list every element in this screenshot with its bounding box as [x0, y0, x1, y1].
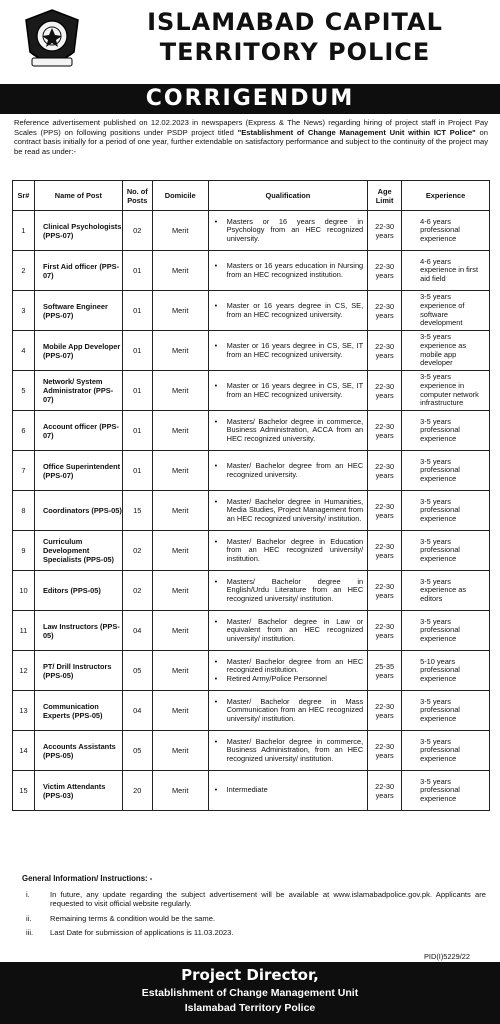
- cell-sr: 14: [13, 731, 35, 771]
- cell-age-limit: 22-30 years: [368, 411, 402, 451]
- cell-qualification: [208, 411, 368, 451]
- header-name: Name of Post: [34, 181, 122, 211]
- cell-experience: 3-5 years professional experience: [402, 411, 490, 451]
- qualification-list: [213, 498, 364, 524]
- footer-line-3: Islamabad Territory Police: [184, 1002, 316, 1014]
- cell-domicile: Merit: [152, 571, 208, 611]
- cell-post-name: Victim Attendants (PPS-03): [34, 771, 122, 811]
- cell-domicile: Merit: [152, 611, 208, 651]
- table-row: [13, 331, 490, 371]
- cell-posts: 02: [122, 211, 152, 251]
- qualification-list: [213, 342, 364, 359]
- cell-experience: 3-5 years experience as editors: [402, 571, 490, 611]
- cell-post-name: Software Engineer (PPS-07): [34, 291, 122, 331]
- cell-qualification: [208, 651, 368, 691]
- cell-sr: 10: [13, 571, 35, 611]
- qualification-list: [213, 418, 364, 444]
- cell-post-name: Editors (PPS-05): [34, 571, 122, 611]
- cell-experience: 3-5 years professional experience: [402, 691, 490, 731]
- cell-post-name: Mobile App Developer (PPS-07): [34, 331, 122, 371]
- cell-experience: 4-6 years professional experience: [402, 211, 490, 251]
- cell-experience: 3-5 years experience in computer network infrastructure: [402, 371, 490, 411]
- cell-sr: 6: [13, 411, 35, 451]
- cell-posts: 01: [122, 331, 152, 371]
- cell-experience: 3-5 years professional experience: [402, 731, 490, 771]
- table-row: [13, 371, 490, 411]
- cell-post-name: Accounts Assistants (PPS-05): [34, 731, 122, 771]
- cell-age-limit: 22-30 years: [368, 251, 402, 291]
- table-row: [13, 731, 490, 771]
- cell-qualification: [208, 211, 368, 251]
- cell-age-limit: 22-30 years: [368, 451, 402, 491]
- cell-posts: 01: [122, 291, 152, 331]
- instruction-item: [26, 890, 486, 909]
- header-qualification: Qualification: [208, 181, 368, 211]
- cell-qualification: [208, 491, 368, 531]
- instruction-text: In future, any update regarding the subject advertisement will be available at www.islamabadpolice.gov.pk. Applicants are requested to visit official website regularly.: [50, 890, 486, 909]
- cell-domicile: Merit: [152, 291, 208, 331]
- qualification-list: [213, 618, 364, 644]
- table-row: [13, 691, 490, 731]
- qualification-item: • Master/ Bachelor degree from an HEC recognized institution.: [213, 658, 364, 675]
- cell-sr: 8: [13, 491, 35, 531]
- table-row: [13, 251, 490, 291]
- cell-age-limit: 22-30 years: [368, 731, 402, 771]
- header-experience: Experience: [402, 181, 490, 211]
- cell-posts: 01: [122, 451, 152, 491]
- table-body: [13, 211, 490, 811]
- cell-post-name: PT/ Drill Instructors (PPS-05): [34, 651, 122, 691]
- cell-domicile: Merit: [152, 411, 208, 451]
- qualification-item: • Master/ Bachelor degree in Education from an HEC recognized university/ institution.: [213, 538, 364, 564]
- cell-domicile: Merit: [152, 731, 208, 771]
- cell-age-limit: 22-30 years: [368, 331, 402, 371]
- cell-age-limit: 22-30 years: [368, 371, 402, 411]
- cell-posts: 05: [122, 651, 152, 691]
- cell-post-name: Coordinators (PPS-05): [34, 491, 122, 531]
- cell-sr: 1: [13, 211, 35, 251]
- intro-part-2: on contract basis initially for a period of one year, further extendable on satisfactory performance and subject to the continuity of the project may be read as under:-: [14, 127, 488, 156]
- table-row: [13, 571, 490, 611]
- cell-domicile: Merit: [152, 251, 208, 291]
- cell-domicile: Merit: [152, 371, 208, 411]
- cell-sr: 13: [13, 691, 35, 731]
- cell-qualification: [208, 291, 368, 331]
- qualification-list: [213, 382, 364, 399]
- qualification-item: • Master/ Bachelor degree in Mass Communication from an HEC recognized university/ institution.: [213, 698, 364, 724]
- cell-posts: 02: [122, 531, 152, 571]
- cell-post-name: Office Superintendent (PPS-07): [34, 451, 122, 491]
- cell-qualification: [208, 571, 368, 611]
- cell-experience: 3-5 years professional experience: [402, 771, 490, 811]
- qualification-item: • Master/ Bachelor degree in Humanities, Media Studies, Project Management from an HEC recognized university/ institution.: [213, 498, 364, 524]
- table-row: [13, 651, 490, 691]
- qualification-item: • Masters/ Bachelor degree in commerce, Business Administration, ACCA from an HEC recognized university.: [213, 418, 364, 444]
- cell-qualification: [208, 251, 368, 291]
- cell-post-name: Clinical Psychologists (PPS-07): [34, 211, 122, 251]
- cell-post-name: Curriculum Development Specialists (PPS-05): [34, 531, 122, 571]
- cell-qualification: [208, 331, 368, 371]
- footer-line-2: Establishment of Change Management Unit: [141, 987, 359, 999]
- instruction-text: Last Date for submission of applications is 11.03.2023.: [50, 928, 234, 938]
- cell-qualification: [208, 451, 368, 491]
- cell-age-limit: 22-30 years: [368, 531, 402, 571]
- cell-experience: 3-5 years professional experience: [402, 491, 490, 531]
- table-row: [13, 211, 490, 251]
- cell-qualification: [208, 371, 368, 411]
- qualification-item: • Retired Army/Police Personnel: [213, 675, 364, 684]
- cell-sr: 2: [13, 251, 35, 291]
- cell-domicile: Merit: [152, 331, 208, 371]
- header: [0, 0, 500, 80]
- cell-experience: 5-10 years professional experience: [402, 651, 490, 691]
- cell-experience: 3-5 years experience as mobile app developer: [402, 331, 490, 371]
- table-header-row: [13, 181, 490, 211]
- footer-line-1: Project Director,: [181, 966, 319, 984]
- title-line-1: ISLAMABAD CAPITAL: [147, 8, 443, 36]
- cell-domicile: Merit: [152, 211, 208, 251]
- cell-experience: 3-5 years experience of software development: [402, 291, 490, 331]
- qualification-item: • Intermediate: [213, 786, 364, 795]
- cell-domicile: Merit: [152, 451, 208, 491]
- qualification-list: [213, 738, 364, 764]
- table-row: [13, 491, 490, 531]
- qualification-item: • Master/ Bachelor degree in commerce, Business Administration, from an HEC recognized university/ institution.: [213, 738, 364, 764]
- cell-age-limit: 22-30 years: [368, 571, 402, 611]
- qualification-item: • Masters or 16 years education in Nursing from an HEC recognized institution.: [213, 262, 364, 279]
- cell-age-limit: 22-30 years: [368, 691, 402, 731]
- positions-table: [12, 180, 490, 811]
- cell-qualification: [208, 691, 368, 731]
- cell-sr: 7: [13, 451, 35, 491]
- footer-signature: [0, 962, 500, 1024]
- cell-experience: 3-5 years professional experience: [402, 451, 490, 491]
- intro-part-1: Reference advertisement published on 12.02.2023 in newspapers (Express & The News) regarding hiring of project staff in Project Pay Scales (PPS) on following positions under PSDP project titled: [14, 118, 488, 137]
- cell-age-limit: 25-35 years: [368, 651, 402, 691]
- cell-experience: 3-5 years professional experience: [402, 531, 490, 571]
- cell-age-limit: 22-30 years: [368, 611, 402, 651]
- header-sr: Sr#: [13, 181, 35, 211]
- cell-sr: 4: [13, 331, 35, 371]
- cell-posts: 01: [122, 251, 152, 291]
- header-posts: No. of Posts: [122, 181, 152, 211]
- cell-post-name: First Aid officer (PPS-07): [34, 251, 122, 291]
- header-age: Age Limit: [368, 181, 402, 211]
- cell-sr: 3: [13, 291, 35, 331]
- cell-posts: 05: [122, 731, 152, 771]
- cell-posts: 04: [122, 611, 152, 651]
- pid-number: PID(I)5229/22: [424, 952, 471, 961]
- cell-qualification: [208, 531, 368, 571]
- instruction-number: i.: [26, 890, 30, 899]
- cell-age-limit: 22-30 years: [368, 771, 402, 811]
- instruction-number: ii.: [26, 913, 32, 923]
- cell-age-limit: 22-30 years: [368, 211, 402, 251]
- table-row: [13, 451, 490, 491]
- cell-domicile: Merit: [152, 651, 208, 691]
- instruction-number: iii.: [26, 928, 34, 938]
- qualification-item: • Master or 16 years degree in CS, SE, IT from an HEC recognized university.: [213, 342, 364, 359]
- qualification-item: • Masters or 16 years degree in Psychology from an HEC recognized university.: [213, 218, 364, 244]
- cell-sr: 5: [13, 371, 35, 411]
- project-title: "Establishment of Change Management Unit within ICT Police": [237, 127, 476, 137]
- qualification-list: [213, 786, 364, 795]
- cell-post-name: Communication Experts (PPS-05): [34, 691, 122, 731]
- qualification-list: [213, 658, 364, 684]
- qualification-item: • Master/ Bachelor degree from an HEC recognized university.: [213, 462, 364, 479]
- cell-sr: 11: [13, 611, 35, 651]
- qualification-list: [213, 218, 364, 244]
- qualification-item: • Master or 16 years degree in CS, SE, from an HEC recognized university.: [213, 302, 364, 319]
- cell-posts: 02: [122, 571, 152, 611]
- general-info-heading: General Information/ Instructions: -: [22, 874, 153, 883]
- table-row: [13, 291, 490, 331]
- cell-experience: 4-6 years experience in first aid field: [402, 251, 490, 291]
- cell-sr: 15: [13, 771, 35, 811]
- qualification-item: • Master or 16 years degree in CS, SE, IT from an HEC recognized university.: [213, 382, 364, 399]
- qualification-item: • Master/ Bachelor degree in Law or equivalent from an HEC recognized university/ institution.: [213, 618, 364, 644]
- cell-posts: 15: [122, 491, 152, 531]
- title-line-2: TERRITORY POLICE: [159, 38, 431, 66]
- instructions-list: [26, 890, 486, 943]
- instruction-item: [26, 928, 486, 937]
- cell-posts: 01: [122, 371, 152, 411]
- cell-posts: 20: [122, 771, 152, 811]
- cell-sr: 12: [13, 651, 35, 691]
- cell-domicile: Merit: [152, 491, 208, 531]
- header-domicile: Domicile: [152, 181, 208, 211]
- cell-post-name: Account officer (PPS-07): [34, 411, 122, 451]
- cell-posts: 01: [122, 411, 152, 451]
- cell-post-name: Network/ System Administrator (PPS-07): [34, 371, 122, 411]
- cell-age-limit: 22-30 years: [368, 291, 402, 331]
- instruction-item: [26, 914, 486, 923]
- qualification-list: [213, 302, 364, 319]
- table-row: [13, 611, 490, 651]
- cell-sr: 9: [13, 531, 35, 571]
- table-row: [13, 411, 490, 451]
- cell-post-name: Law Instructors (PPS-05): [34, 611, 122, 651]
- cell-domicile: Merit: [152, 771, 208, 811]
- qualification-list: [213, 462, 364, 479]
- police-crest-logo: [22, 8, 82, 72]
- qualification-list: [213, 578, 364, 604]
- table-row: [13, 531, 490, 571]
- qualification-item: • Masters/ Bachelor degree in English/Urdu Literature from an HEC recognized university/ institution.: [213, 578, 364, 604]
- cell-age-limit: 22-30 years: [368, 491, 402, 531]
- cell-domicile: Merit: [152, 691, 208, 731]
- cell-qualification: [208, 731, 368, 771]
- cell-experience: 3-5 years professional experience: [402, 611, 490, 651]
- qualification-list: [213, 698, 364, 724]
- qualification-list: [213, 262, 364, 279]
- qualification-list: [213, 538, 364, 564]
- corrigendum-banner: CORRIGENDUM: [0, 84, 500, 114]
- cell-posts: 04: [122, 691, 152, 731]
- cell-qualification: [208, 611, 368, 651]
- instruction-text: Remaining terms & condition would be the same.: [50, 913, 216, 923]
- table-row: [13, 771, 490, 811]
- cell-qualification: [208, 771, 368, 811]
- cell-domicile: Merit: [152, 531, 208, 571]
- intro-paragraph: [14, 118, 488, 156]
